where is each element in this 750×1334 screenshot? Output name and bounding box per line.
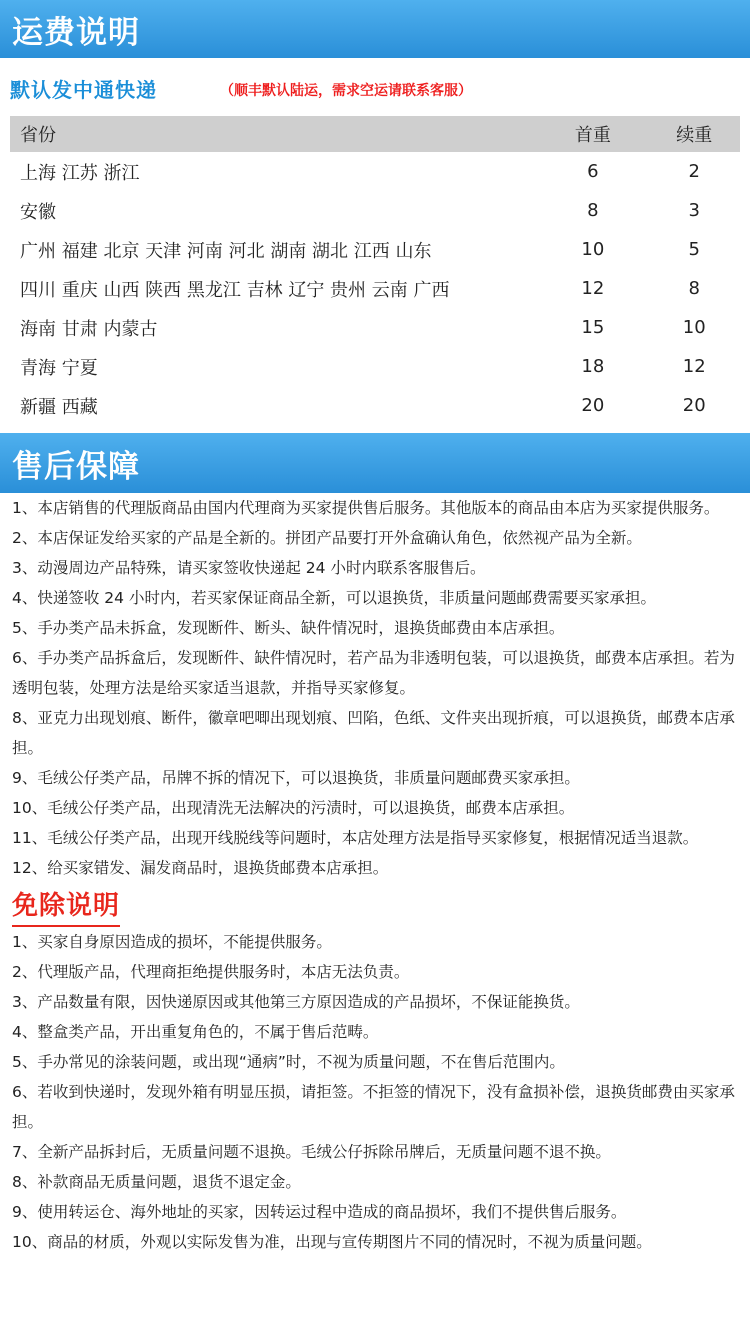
table-row	[10, 152, 740, 191]
list-item: 8、亚克力出现划痕、断件，徽章吧唧出现划痕、凹陷，色纸、文件夹出现折痕，可以退换货，邮费本店承担。	[12, 709, 735, 757]
table-row	[10, 386, 740, 425]
table-row	[10, 308, 740, 347]
aftersale-banner	[0, 433, 750, 493]
header-first-weight: 首重	[537, 116, 648, 152]
list-item: 10、毛绒公仔类产品，出现清洗无法解决的污渍时，可以退换货，邮费本店承担。	[12, 799, 575, 817]
row-additional-weight: 10	[682, 317, 706, 338]
row-additional-weight: 2	[688, 161, 700, 182]
list-item: 5、手办类产品未拆盒，发现断件、断头、缺件情况时，退换货邮费由本店承担。	[12, 619, 565, 637]
row-provinces: 青海 宁夏	[20, 357, 98, 379]
row-provinces: 海南 甘肃 内蒙古	[20, 318, 158, 340]
row-additional-weight: 3	[688, 200, 700, 221]
list-item: 9、使用转运仓、海外地址的买家，因转运过程中造成的商品损坏，我们不提供售后服务。	[12, 1203, 627, 1221]
list-item: 1、买家自身原因造成的损坏，不能提供服务。	[12, 933, 332, 951]
list-item: 3、动漫周边产品特殊，请买家签收快递起 24 小时内联系客服售后。	[12, 559, 486, 577]
list-item: 11、毛绒公仔类产品，出现开线脱线等问题时，本店处理方法是指导买家修复，根据情况适当退款。	[12, 829, 699, 847]
shipping-rate-table	[10, 116, 740, 425]
row-provinces: 上海 江苏 浙江	[20, 162, 140, 184]
row-first-weight: 15	[581, 317, 605, 338]
list-item: 6、手办类产品拆盒后，发现断件、缺件情况时，若产品为非透明包装，可以退换货，邮费本店承担。若为透明包装，处理方法是给买家适当退款，并指导买家修复。	[12, 649, 735, 697]
list-item: 5、手办常见的涂装问题，或出现“通病”时，不视为质量问题，不在售后范围内。	[12, 1053, 565, 1071]
list-item: 2、代理版产品，代理商拒绝提供服务时，本店无法负责。	[12, 963, 410, 981]
table-row	[10, 347, 740, 386]
list-item: 3、产品数量有限，因快递原因或其他第三方原因造成的产品损坏，不保证能换货。	[12, 993, 580, 1011]
list-item: 8、补款商品无质量问题，退货不退定金。	[12, 1173, 301, 1191]
list-item: 2、本店保证发给买家的产品是全新的。拼团产品要打开外盒确认角色，依然视产品为全新。	[12, 529, 642, 547]
row-provinces: 新疆 西藏	[20, 396, 98, 418]
table-row	[10, 191, 740, 230]
row-additional-weight: 8	[688, 278, 700, 299]
table-row	[10, 269, 740, 308]
table-header-row	[10, 116, 740, 152]
list-item: 4、快递签收 24 小时内，若买家保证商品全新，可以退换货，非质量问题邮费需要买家承担。	[12, 589, 656, 607]
exemption-list	[0, 927, 750, 1257]
shipping-banner	[0, 0, 750, 58]
row-provinces: 广州 福建 北京 天津 河南 河北 湖南 湖北 江西 山东	[20, 240, 432, 262]
row-provinces: 安徽	[20, 201, 56, 223]
row-first-weight: 8	[587, 200, 599, 221]
header-province: 省份	[10, 116, 537, 152]
aftersale-list	[0, 493, 750, 883]
row-first-weight: 6	[587, 161, 599, 182]
list-item: 9、毛绒公仔类产品，吊牌不拆的情况下，可以退换货，非质量问题邮费买家承担。	[12, 769, 580, 787]
list-item: 7、全新产品拆封后，无质量问题不退换。毛绒公仔拆除吊牌后，无质量问题不退不换。	[12, 1143, 611, 1161]
row-additional-weight: 20	[682, 395, 706, 416]
list-item: 10、商品的材质，外观以实际发售为准，出现与宣传期图片不同的情况时，不视为质量问题。	[12, 1233, 652, 1251]
row-provinces: 四川 重庆 山西 陕西 黑龙江 吉林 辽宁 贵州 云南 广西	[20, 279, 450, 301]
list-item: 12、给买家错发、漏发商品时，退换货邮费本店承担。	[12, 859, 389, 877]
header-additional-weight: 续重	[649, 116, 741, 152]
shipping-title: 运费说明	[12, 14, 140, 51]
row-first-weight: 18	[581, 356, 605, 377]
row-additional-weight: 12	[682, 356, 706, 377]
aftersale-title: 售后保障	[12, 448, 140, 485]
list-item: 6、若收到快递时，发现外箱有明显压损，请拒签。不拒签的情况下，没有盒损补偿，退换货邮费由买家承担。	[12, 1083, 735, 1131]
shipping-subheader	[0, 58, 750, 116]
list-item: 4、整盒类产品，开出重复角色的，不属于售后范畴。	[12, 1023, 379, 1041]
exemption-title: 免除说明	[12, 889, 120, 927]
table-row	[10, 230, 740, 269]
row-additional-weight: 5	[688, 239, 700, 260]
row-first-weight: 20	[581, 395, 605, 416]
shipping-subtitle: 默认发中通快递	[10, 78, 157, 102]
shipping-note: （顺丰默认陆运，需求空运请联系客服）	[220, 83, 472, 99]
list-item: 1、本店销售的代理版商品由国内代理商为买家提供售后服务。其他版本的商品由本店为买家提供服务。	[12, 499, 720, 517]
row-first-weight: 12	[581, 278, 605, 299]
row-first-weight: 10	[581, 239, 605, 260]
